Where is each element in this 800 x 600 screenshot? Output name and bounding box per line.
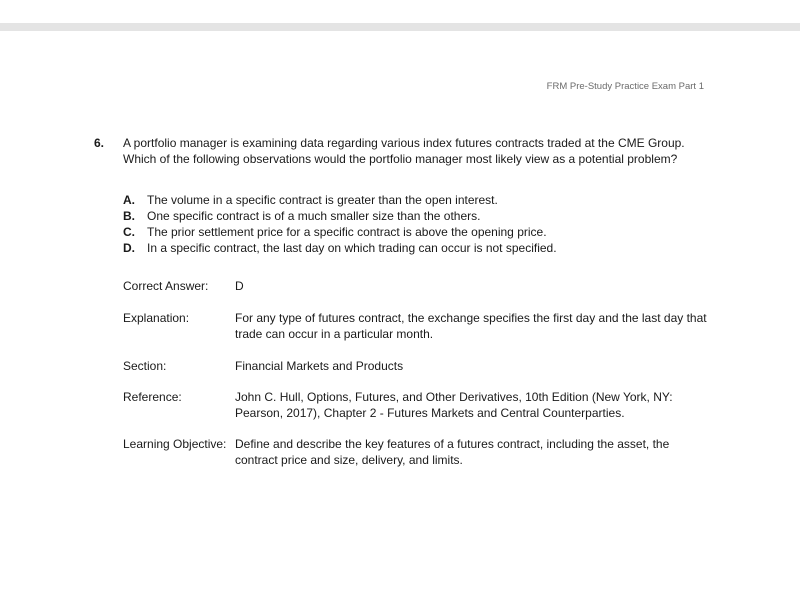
reference-label: Reference:	[123, 390, 182, 404]
document-page	[0, 31, 800, 600]
choice-text: One specific contract is of a much smaller size than the others.	[147, 209, 481, 223]
answer-choices	[123, 192, 723, 256]
correct-answer-value: D	[235, 279, 244, 293]
learning-objective-row	[123, 436, 723, 468]
question-stem: A portfolio manager is examining data regarding various index futures contracts traded at the CME Group. Which of the following observations would the portfolio manager most likely view as a potential problem?	[123, 136, 685, 166]
running-header: FRM Pre-Study Practice Exam Part 1	[546, 81, 704, 92]
section-row	[123, 358, 723, 374]
correct-answer-label: Correct Answer:	[123, 279, 209, 293]
section-label: Section:	[123, 359, 167, 373]
choice-c	[123, 224, 723, 240]
learning-objective-label: Learning Objective:	[123, 437, 227, 451]
reference-row	[123, 389, 723, 421]
explanation-value: For any type of futures contract, the exchange specifies the first day and the last day that trade can occur in a particular month.	[235, 311, 707, 341]
explanation-label: Explanation:	[123, 311, 190, 325]
viewer-toolbar-divider	[0, 23, 800, 31]
explanation-row	[123, 310, 723, 342]
reference-value: John C. Hull, Options, Futures, and Other Derivatives, 10th Edition (New York, NY: Pearson, 2017), Chapter 2 - Futures Markets and Central Counterparties.	[235, 390, 673, 420]
choice-a	[123, 192, 723, 208]
choice-letter: D.	[123, 241, 135, 255]
choice-d	[123, 240, 723, 256]
choice-text: The volume in a specific contract is greater than the open interest.	[147, 193, 498, 207]
choice-letter: C.	[123, 225, 135, 239]
choice-letter: B.	[123, 209, 135, 223]
viewer-top-bar	[0, 0, 800, 30]
choice-letter: A.	[123, 193, 135, 207]
question-number: 6.	[94, 136, 105, 150]
choice-b	[123, 208, 723, 224]
learning-objective-value: Define and describe the key features of a futures contract, including the asset, the contract price and size, delivery, and limits.	[235, 437, 670, 467]
section-value: Financial Markets and Products	[235, 359, 404, 373]
choice-text: In a specific contract, the last day on which trading can occur is not specified.	[147, 241, 557, 255]
correct-answer-row	[123, 278, 723, 294]
choice-text: The prior settlement price for a specific contract is above the opening price.	[147, 225, 547, 239]
